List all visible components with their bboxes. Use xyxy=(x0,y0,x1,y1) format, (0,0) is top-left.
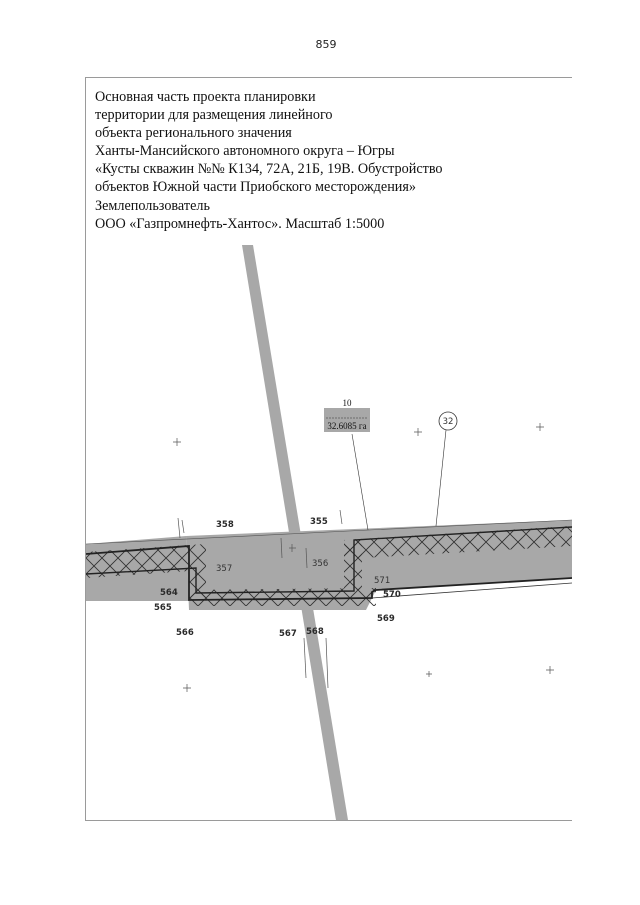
circle-marker-label: 32 xyxy=(442,417,454,427)
point-label-356: 356 xyxy=(312,559,329,569)
title-line: объектов Южной части Приобского месторождения» xyxy=(95,179,417,196)
point-label-565: 565 xyxy=(154,603,172,613)
point-label-569: 569 xyxy=(377,614,395,624)
parcel-area: 32.6085 га xyxy=(327,421,367,431)
title-line: ООО «Газпромнефть-Хантос». Масштаб 1:5000 xyxy=(95,215,385,232)
circle-marker xyxy=(436,412,457,526)
title-line: Землепользователь xyxy=(95,197,210,214)
title-line: Основная часть проекта планировки xyxy=(95,89,316,105)
point-label-355: 355 xyxy=(310,517,328,527)
point-label-567: 567 xyxy=(279,629,297,639)
title-line: «Кусты скважин №№ К134, 72А, 21Б, 19В. Обустройство xyxy=(95,161,443,178)
point-label-570: 570 xyxy=(383,590,401,600)
page-number: 859 xyxy=(315,38,337,51)
title-line: объекта регионального значения xyxy=(95,125,292,142)
title-line: Ханты-Мансийского автономного округа – Югры xyxy=(95,143,395,160)
parcel-label xyxy=(324,398,370,530)
map-title-block xyxy=(95,88,565,233)
point-label-357: 357 xyxy=(216,564,233,574)
parcel-number: 10 xyxy=(342,398,352,408)
point-label-566: 566 xyxy=(176,628,194,638)
point-label-564: 564 xyxy=(160,588,178,598)
point-label-571: 571 xyxy=(374,576,391,586)
hatch-strip-vertical-right xyxy=(344,539,362,590)
point-label-568: 568 xyxy=(306,627,324,637)
title-line: территории для размещения линейного xyxy=(95,107,333,124)
point-label-358: 358 xyxy=(216,520,234,530)
map-frame xyxy=(85,77,572,821)
